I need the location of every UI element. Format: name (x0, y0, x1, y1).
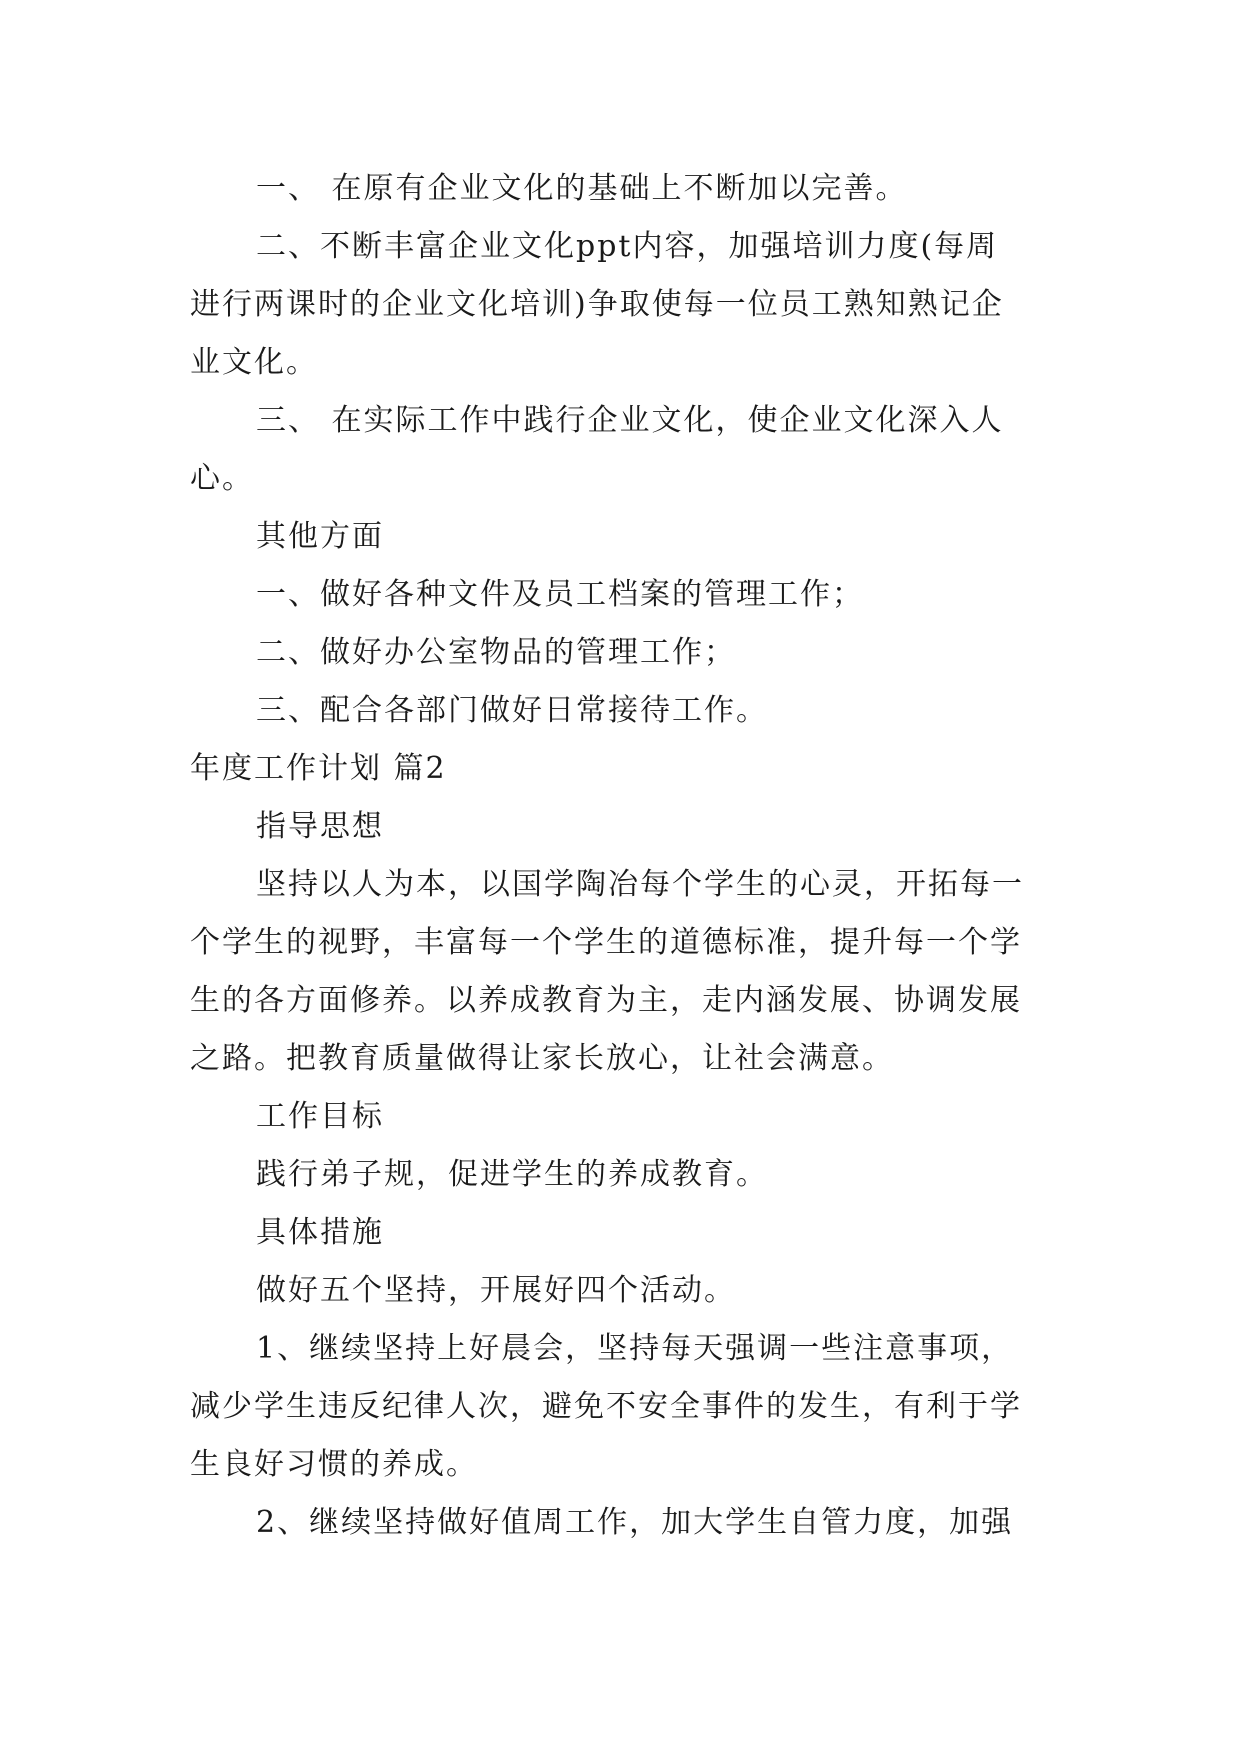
paragraph-line: 之路。把教育质量做得让家长放心，让社会满意。 (190, 1041, 894, 1076)
paragraph-line: 二、不断丰富企业文化ppt内容，加强培训力度(每周 (256, 229, 999, 264)
paragraph-line: 2、继续坚持做好值周工作，加大学生自管力度，加强 (256, 1505, 1014, 1540)
paragraph-line: 生的各方面修养。以养成教育为主，走内涵发展、协调发展 (190, 983, 1022, 1018)
document-body (190, 160, 1050, 1552)
paragraph-line: 做好五个坚持，开展好四个活动。 (256, 1273, 736, 1308)
paragraph-line: 三、配合各部门做好日常接待工作。 (256, 693, 768, 728)
paragraph-line: 坚持以人为本，以国学陶冶每个学生的心灵，开拓每一 (256, 867, 1024, 902)
paragraph-line: 三、 在实际工作中践行企业文化，使企业文化深入人 (256, 403, 1004, 438)
section-heading: 指导思想 (256, 809, 384, 844)
paragraph-line: 生良好习惯的养成。 (190, 1447, 478, 1482)
paragraph-line: 心。 (190, 461, 254, 496)
section-heading: 具体措施 (256, 1215, 384, 1250)
section-heading: 工作目标 (256, 1099, 384, 1134)
document-title: 年度工作计划 篇2 (190, 751, 447, 786)
paragraph-line: 一、做好各种文件及员工档案的管理工作； (256, 577, 864, 612)
paragraph-line: 进行两课时的企业文化培训)争取使每一位员工熟知熟记企 (190, 287, 1004, 322)
paragraph-line: 1、继续坚持上好晨会，坚持每天强调一些注意事项， (256, 1331, 1014, 1366)
paragraph-line: 个学生的视野，丰富每一个学生的道德标准，提升每一个学 (190, 925, 1022, 960)
section-heading: 其他方面 (256, 519, 384, 554)
paragraph-line: 业文化。 (190, 345, 318, 380)
paragraph-line: 二、做好办公室物品的管理工作； (256, 635, 736, 670)
paragraph-line: 践行弟子规，促进学生的养成教育。 (256, 1157, 768, 1192)
paragraph-line: 减少学生违反纪律人次，避免不安全事件的发生，有利于学 (190, 1389, 1022, 1424)
paragraph-line: 一、 在原有企业文化的基础上不断加以完善。 (256, 171, 908, 206)
